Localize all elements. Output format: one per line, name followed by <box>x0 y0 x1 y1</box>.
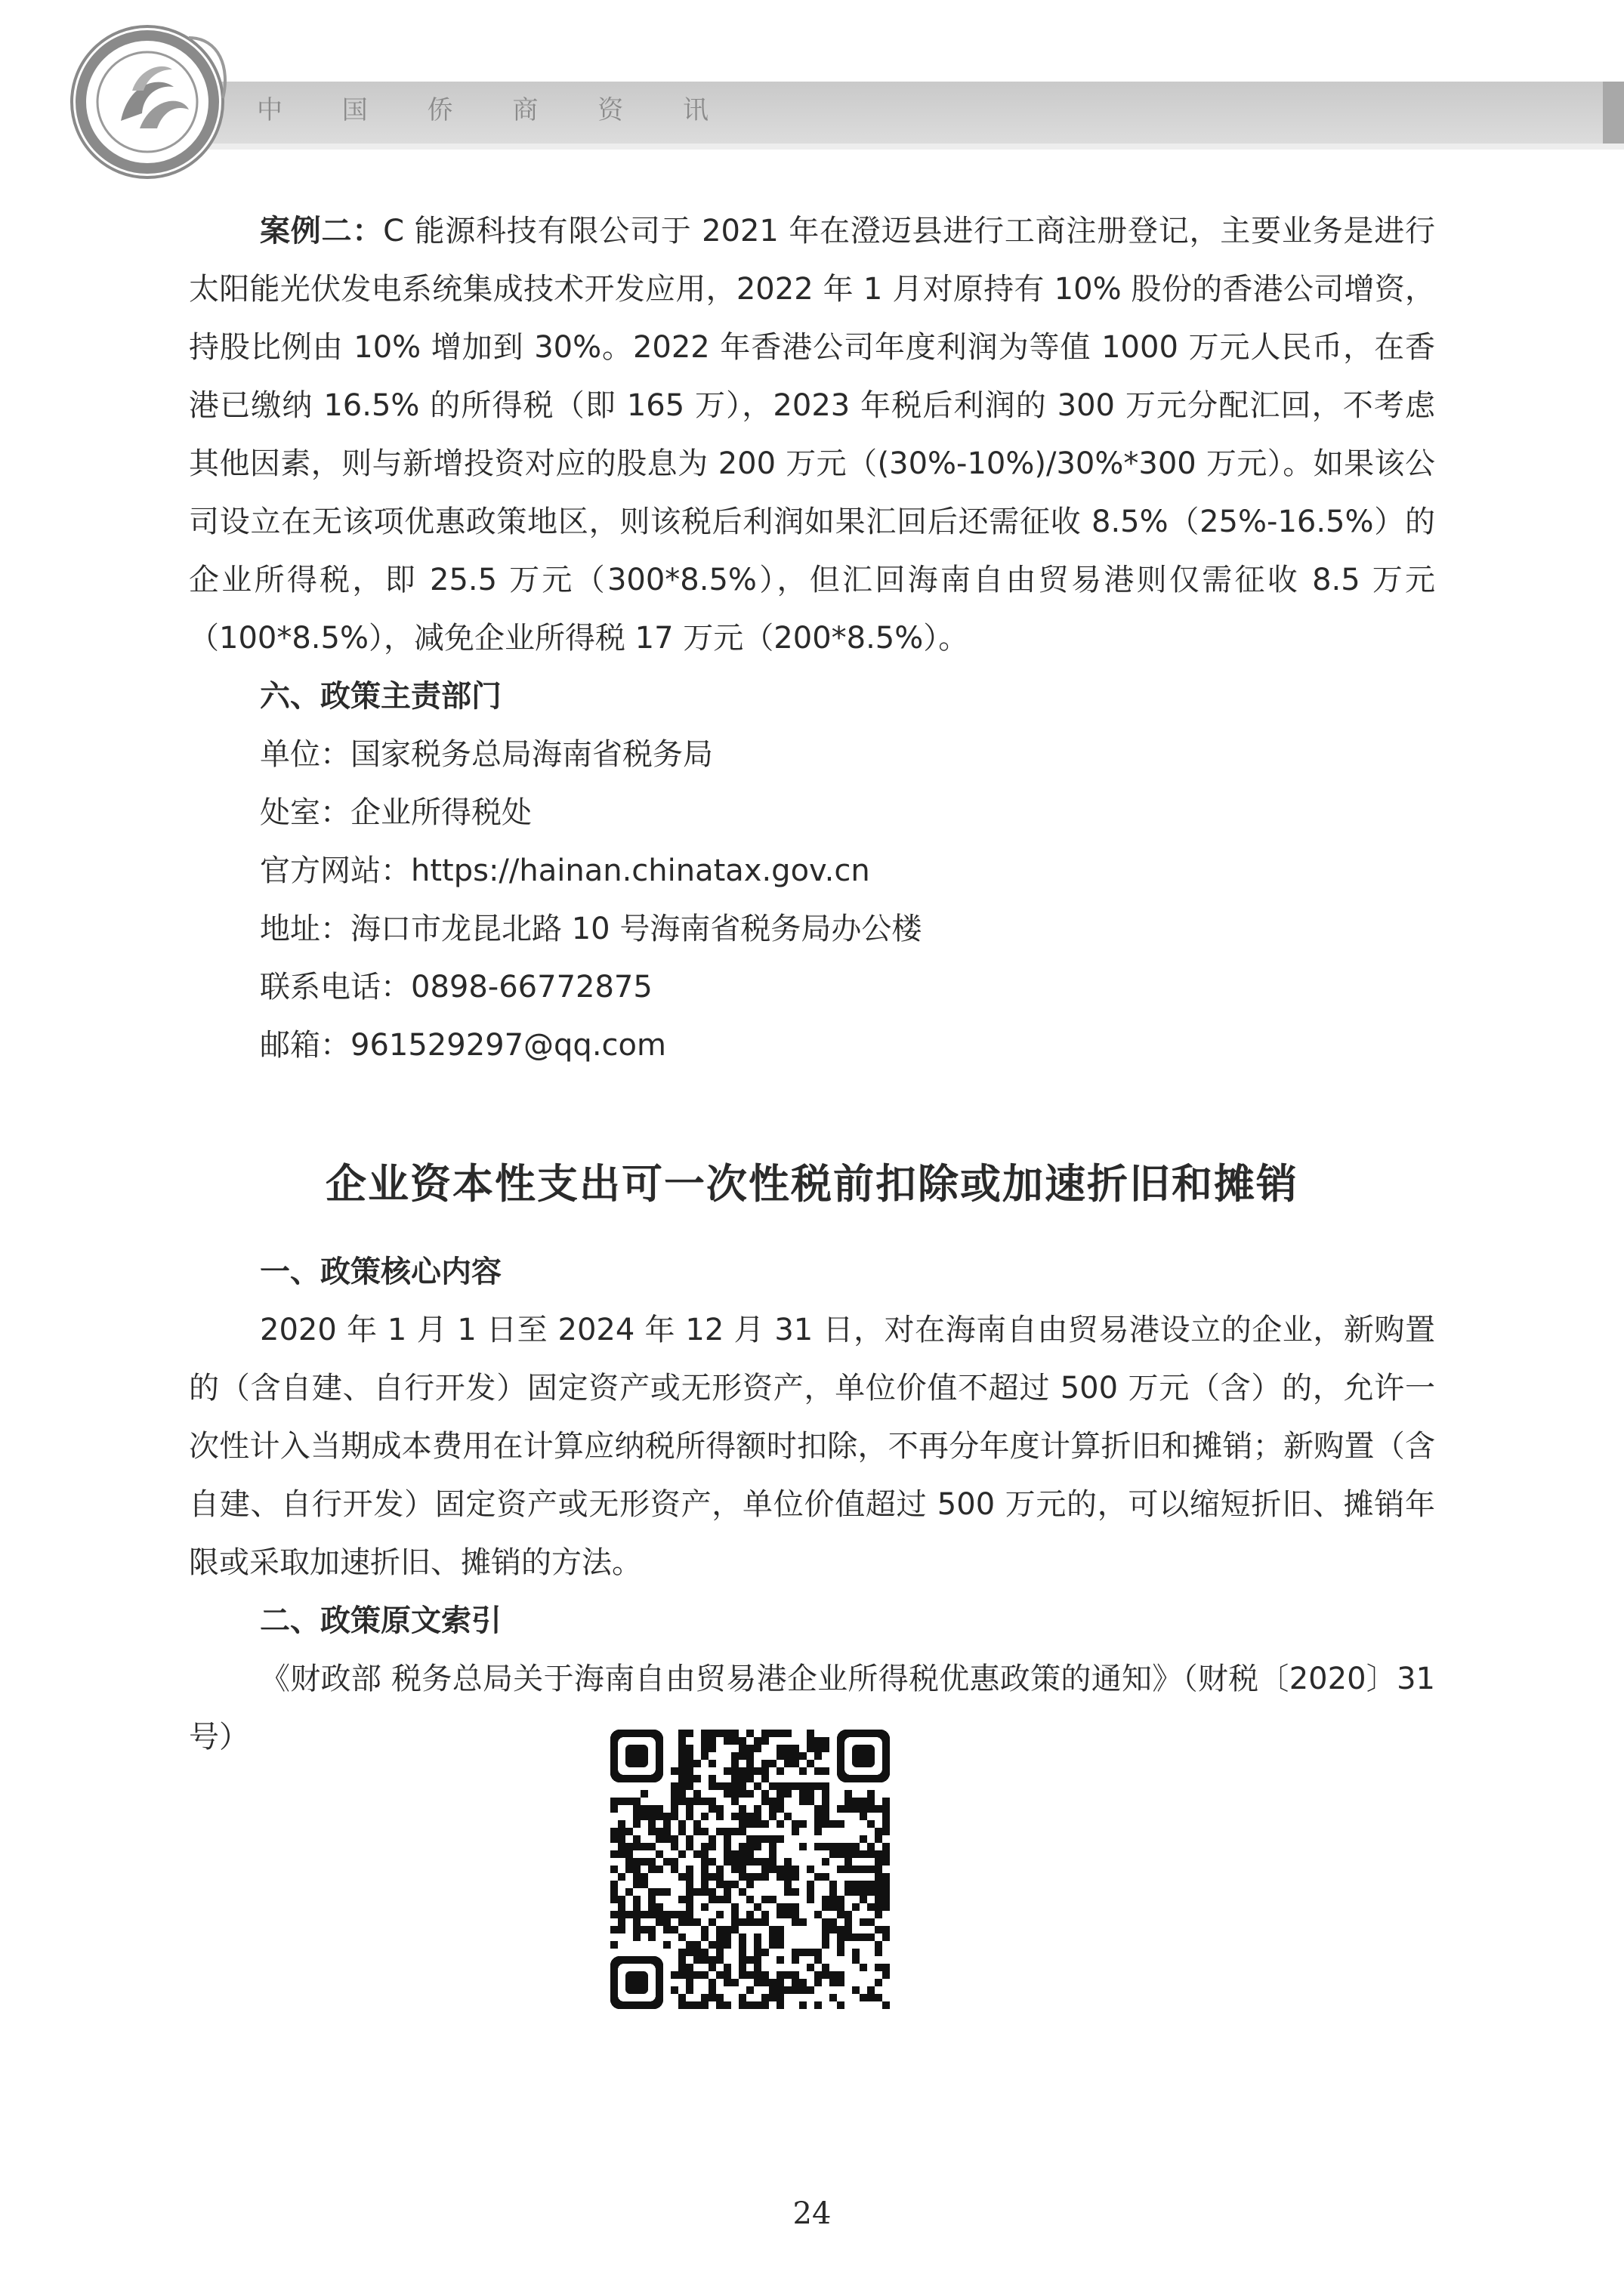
policy-body <box>189 1243 1435 1767</box>
case2-paragraph <box>189 202 1435 668</box>
policy-title: 企业资本性支出可一次性税前扣除或加速折旧和摊销 <box>326 1160 1298 1208</box>
source-index-heading: 二、政策原文索引 <box>260 1603 502 1638</box>
source-index-text: 《财政部 税务总局关于海南自由贸易港企业所得税优惠政策的通知》（财税〔2020〕31 号） <box>189 1662 1435 1754</box>
chamber-logo <box>68 15 234 181</box>
department-address: 地址：海口市龙昆北路 10 号海南省税务局办公楼 <box>260 912 922 946</box>
header-title: 中 国 侨 商 资 讯 <box>257 95 735 125</box>
core-content-heading: 一、政策核心内容 <box>260 1255 502 1289</box>
case2-text: C 能源科技有限公司于 2021 年在澄迈县进行工商注册登记，主要业务是进行太阳能光伏发电系统集成技术开发应用，2022 年 1 月对原持有 10% 股份的香港公司增资，持股比例由 10% 增加到 30%。2022 年香港公司年度利润为等值 1000 万元人民币，在香港已缴纳 16.5% 的所得税（即 165 万），2023 年税后利润的 300 万元分配汇回，不考虑其他因素，则与新增投资对应的股息为 200 万元（(30%-10%)/30%*300 万元）。如果该公司设立在无该项优惠政策地区，则该税后利润如果汇回后还需征收 8.5%（25%-16.5%）的企业所得税，即 25.5 万元（300*8.5%），但汇回海南自由贸易港则仅需征收 8.5 万元（100*8.5%），减免企业所得税 17 万元（200*8.5%）。 <box>189 214 1435 656</box>
header-underline <box>121 144 1624 150</box>
department-section <box>189 668 1435 1075</box>
header-accent <box>1603 82 1624 144</box>
page-number: 24 <box>792 2196 832 2231</box>
department-heading: 六、政策主责部门 <box>260 679 502 714</box>
department-unit: 单位：国家税务总局海南省税务局 <box>260 737 713 772</box>
core-content-text: 2020 年 1 月 1 日至 2024 年 12 月 31 日，对在海南自由贸易港设立的企业，新购置的（含自建、自行开发）固定资产或无形资产，单位价值不超过 500 万元（含）的，允许一次性计入当期成本费用在计算应纳税所得额时扣除，不再分年度计算折旧和摊销；新购置（含自建、自行开发）固定资产或无形资产，单位价值超过 500 万元的，可以缩短折旧、摊销年限或采取加速折旧、摊销的方法。 <box>189 1313 1435 1580</box>
department-phone: 联系电话：0898-66772875 <box>260 970 653 1005</box>
qr-code <box>610 1730 890 2009</box>
department-office: 处室：企业所得税处 <box>260 795 532 830</box>
case2-label: 案例二： <box>260 214 384 248</box>
department-website: 官方网站：https://hainan.chinatax.gov.cn <box>260 853 870 888</box>
department-email: 邮箱：961529297@qq.com <box>260 1028 666 1063</box>
case2-block <box>189 202 1435 668</box>
